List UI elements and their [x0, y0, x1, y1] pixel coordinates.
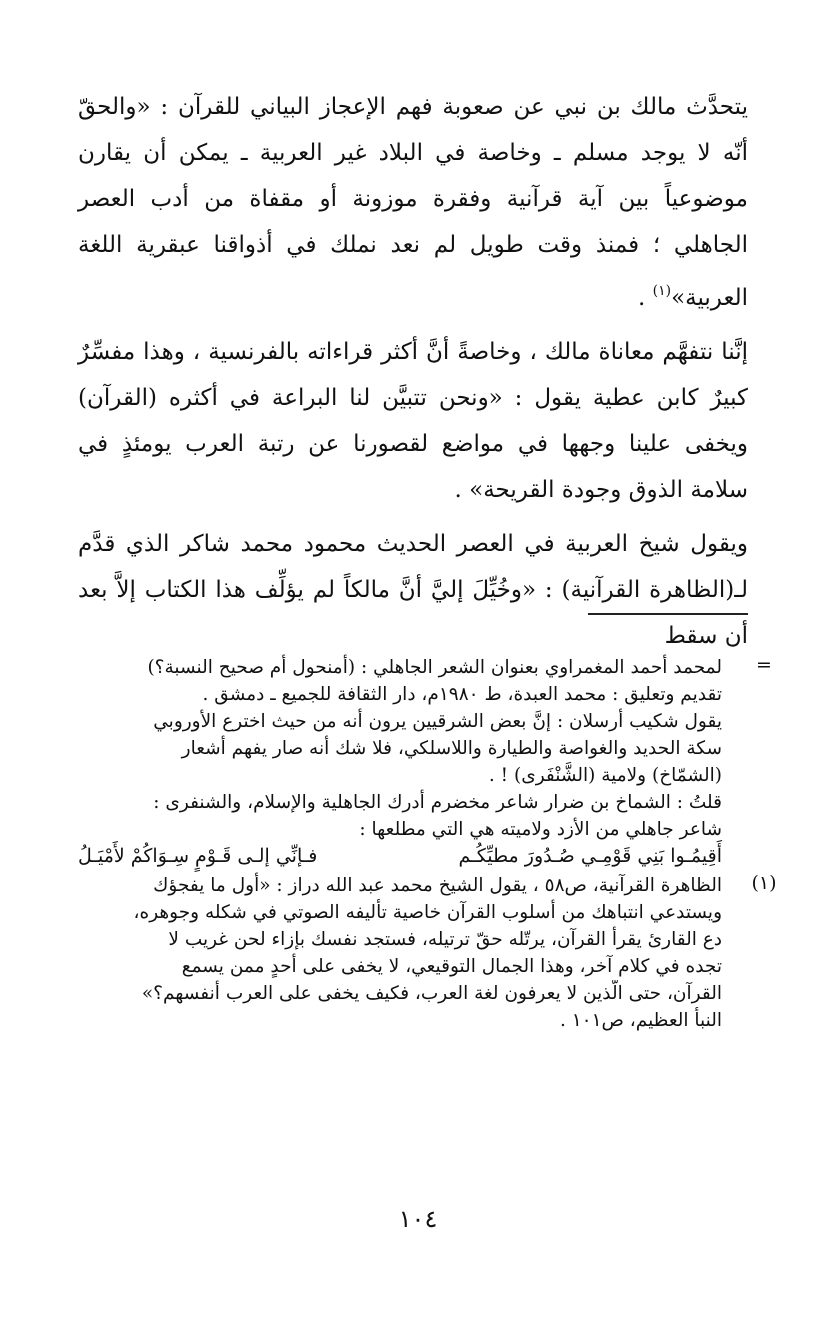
footnote-line: النبأ العظيم، ص١٠١ .	[559, 1010, 722, 1031]
footnote-line: القرآن، حتى الّذين لا يعرفون لغة العرب، فكيف يخفى على العرب أنفسهم؟»	[141, 983, 722, 1004]
footnote-line: شاعر جاهلي من الأزد ولاميته هي التي مطلعها :	[359, 819, 722, 840]
footnote-line: (الشمّاخ) ولامية (الشَّنْفَرى) ! .	[488, 765, 722, 786]
footnote-line: ويستدعي انتباهك من أسلوب القرآن خاصية تأليفه الصوتي في شكله وجوهره،	[133, 902, 722, 923]
footnote-continued	[78, 654, 784, 870]
verse-second-hemistich: فـإنِّي إلـى قَـوْمٍ سِـوَاكُمْ لأَمْيَـلُ	[78, 845, 318, 867]
paragraph-1-end: .	[637, 285, 653, 311]
footnote-separator	[588, 613, 748, 615]
page-number: ١٠٤	[398, 1205, 438, 1233]
poem-verse	[78, 843, 722, 870]
footnote-line: تقديم وتعليق : محمد العبدة، ط ١٩٨٠م، دار الثقافة للجميع ـ دمشق .	[202, 684, 722, 705]
footnote-line: يقول شكيب أرسلان : إنَّ بعض الشرقيين يرون أنه من حيث اخترع الأوروبي	[153, 711, 722, 732]
footnote-line: قلتُ : الشماخ بن ضرار شاعر مخضرم أدرك الجاهلية والإسلام، والشنفرى :	[153, 792, 722, 813]
main-text	[78, 84, 748, 659]
footnote-1-marker: (١)	[751, 872, 777, 894]
paragraph-2: إنَّنا نتفهَّم معاناة مالك ، وخاصةً أنَّ أكثر قراءاته بالفرنسية ، وهذا مفسِّرٌ كبيرٌ كابن عطية يقول : «ونحن تتبيَّن لنا البراعة في أكثره (القرآن) ويخفى علينا وجهها في مواضع لقصورنا عن رتبة العرب يومئذٍ في سلامة الذوق وجودة القريحة» .	[78, 339, 748, 503]
footnotes-section	[78, 654, 784, 1034]
footnote-1	[78, 872, 784, 1034]
paragraph-1	[78, 84, 748, 321]
footnote-reference-1: (١)	[652, 283, 672, 299]
footnote-continued-marker: =	[756, 654, 772, 676]
footnote-line: الظاهرة القرآنية، ص٥٨ ، يقول الشيخ محمد عبد الله دراز : «أول ما يفجؤك	[153, 875, 722, 896]
footnote-line: سكة الحديد والغواصة والطيارة واللاسلكي، فلا شك أنه صار يفهم أشعار	[181, 738, 722, 759]
footnote-line: تجده في كلام آخر، وهذا الجمال التوقيعي، لا يخفى على أحدٍ ممن يسمع	[181, 956, 722, 977]
verse-first-hemistich: أَقِيمُـوا بَنِي قَوْمِـي صُـدُورَ مطيِّكُـم	[458, 845, 722, 867]
paragraph-1-text: يتحدَّث مالك بن نبي عن صعوبة فهم الإعجاز البياني للقرآن : «والحقّ أنّه لا يوجد مسلم ـ وخاصة في البلاد غير العربية ـ يمكن أن يقارن موضوعياً بين آية قرآنية وفقرة موزونة أو مقفاة من أدب العصر الجاهلي ؛ فمنذ وقت طويل لم نعد نملك في أذواقنا عبقرية اللغة العربية»	[78, 94, 748, 311]
paragraph-3: ويقول شيخ العربية في العصر الحديث محمود محمد شاكر الذي قدَّم لـ(الظاهرة القرآنية) : «وخُيِّلَ إليَّ أنَّ مالكاً لم يؤلِّف هذا الكتاب إلاَّ بعد أن سقط	[78, 531, 748, 649]
footnote-line: دع القارئ يقرأ القرآن، يرتّله حقّ ترتيله، فستجد نفسك بإزاء لحن غريب لا	[168, 929, 722, 950]
footnote-line: لمحمد أحمد المغمراوي بعنوان الشعر الجاهلي : (أمنحول أم صحيح النسبة؟)	[147, 657, 722, 678]
